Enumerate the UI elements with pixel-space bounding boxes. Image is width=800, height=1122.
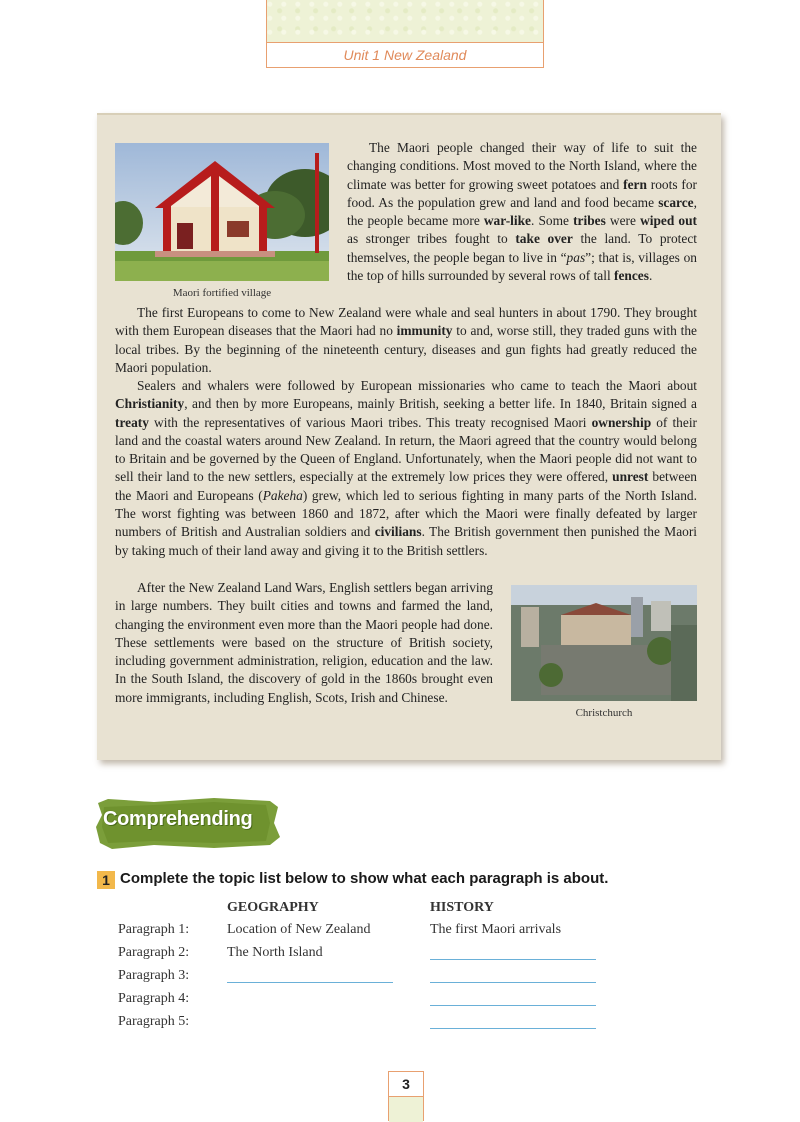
question-number: 1 <box>97 871 115 889</box>
history-answer-blank[interactable] <box>430 1028 596 1029</box>
geography-header: GEOGRAPHY <box>227 900 319 915</box>
paragraph-4: After the New Zealand Land Wars, English settlers began arriving in large numbers. They built cities and towns and farmed the land, changing the environment even more than the Maori people had done. These settlements were based on the structure of British society, including government administration, religion, education and the law. In the South Island, the discovery of gold in the 1860s brought even more immigrants, including English, Scots, Irish and Chinese. <box>115 580 493 705</box>
row-geography: Location of New Zealand <box>227 922 371 937</box>
paragraph-2: The first Europeans to come to New Zealand were whale and seal hunters in about 1790. They brought with them European diseases that the Maori had no immunity to and, worse still, they traded guns with the local tribes. By the beginning of the nineteenth century, diseases and gun fights had greatly reduced the Maori population. <box>115 305 697 375</box>
geography-answer-blank[interactable] <box>227 982 393 983</box>
page-number-tab <box>388 1071 424 1121</box>
question-text: Complete the topic list below to show what each paragraph is about. <box>120 870 609 887</box>
paragraph-1: The Maori people changed their way of life to suit the changing conditions. Most moved to the North Island, where the climate was better for growing sweet potatoes and fern roots for food. As the population grew and land and food became scarce, the people became more war-like. Some tribes were wiped out as stronger tribes fought to take over the land. To protect themselves, the people began to live in “pas”; that is, villages on the top of hills surrounded by several rows of tall fences. <box>347 140 698 284</box>
paragraph-3: Sealers and whalers were followed by European missionaries who came to teach the Maori about Christianity, and then by more Europeans, mainly British, seeking a better life. In 1840, Britain signed a treaty with the representatives of various Maori tribes. This treaty recognised Maori ownership of their land and the coastal waters around New Zealand. In return, the Maori agreed that the country would belong to Britain and be governed by the Queen of England. Unfortunately, when the Maori people did not want to sell their land to the new settlers, especially at the extremely low prices they were offered, unrest between the Maori and Europeans (Pakeha) grew, which led to serious fighting in many parts of the North Island. The worst fighting was between 1860 and 1872, after which the Maori were finally defeated by larger numbers of British and Australian soldiers and civilians. The British government then punished the Maori by taking much of their land away and giving it to the British settlers. <box>115 378 698 558</box>
row-label: Paragraph 4: <box>118 991 190 1006</box>
page-number-texture <box>389 1097 423 1122</box>
history-answer-blank[interactable] <box>430 959 596 960</box>
row-label: Paragraph 2: <box>118 945 190 960</box>
history-header: HISTORY <box>430 900 494 915</box>
reading-panel <box>97 113 721 760</box>
maori-village-photo <box>115 143 329 281</box>
row-label: Paragraph 1: <box>118 922 190 937</box>
christchurch-photo <box>511 585 697 701</box>
header-texture <box>267 0 543 43</box>
unit-title: Unit 1 New Zealand <box>343 47 467 63</box>
row-label: Paragraph 3: <box>118 968 190 983</box>
row-history: The first Maori arrivals <box>430 922 562 937</box>
page-number: 3 <box>389 1072 423 1097</box>
unit-header <box>266 0 544 68</box>
row-geography: The North Island <box>227 945 323 960</box>
history-answer-blank[interactable] <box>430 1005 596 1006</box>
row-label: Paragraph 5: <box>118 1014 190 1029</box>
section-title: Comprehending <box>103 808 253 830</box>
maori-village-caption: Maori fortified village <box>172 287 272 299</box>
christchurch-caption: Christchurch <box>575 707 633 719</box>
history-answer-blank[interactable] <box>430 982 596 983</box>
